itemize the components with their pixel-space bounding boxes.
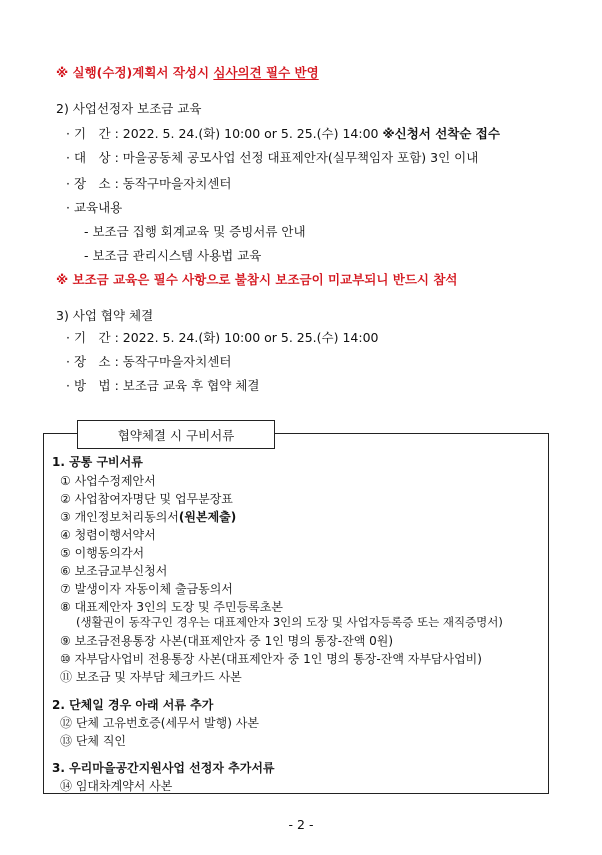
group2-title: 2. 단체일 경우 아래 서류 추가 bbox=[52, 698, 214, 712]
doc-item: ⑧ 대표제안자 3인의 도장 및 주민등록초본 bbox=[60, 600, 283, 614]
place-value: 동작구마을자치센터 bbox=[122, 354, 232, 369]
doc-item-note: (생활권이 동작구인 경우는 대표제안자 3인의 도장 및 사업자등록증 또는 재직증명서) bbox=[76, 615, 503, 629]
notice-mark: ※ bbox=[56, 65, 69, 80]
period-value: 2022. 5. 24.(화) 10:00 or 5. 25.(수) 14:00 bbox=[122, 126, 379, 141]
doc-item: ① 사업수정제안서 bbox=[60, 474, 156, 488]
place-value: 동작구마을자치센터 bbox=[122, 176, 232, 191]
required-docs-title: 협약체결 시 구비서류 bbox=[77, 420, 275, 449]
doc-item: ⑫ 단체 고유번호증(세무서 발행) 사본 bbox=[60, 716, 259, 730]
target-value: 마을공동체 공모사업 선정 대표제안자(실무책임자 포함) 3인 이내 bbox=[122, 150, 479, 165]
doc-item-3 bbox=[60, 508, 236, 525]
doc-item: ⑭ 임대차계약서 사본 bbox=[60, 779, 173, 793]
doc-item: ② 사업참여자명단 및 업무분장표 bbox=[60, 492, 233, 506]
target-label: · 대 상 : bbox=[66, 150, 119, 165]
section2-target bbox=[66, 148, 478, 166]
section2-content-label: · 교육내용 bbox=[66, 200, 123, 215]
period-value: 2022. 5. 24.(화) 10:00 or 5. 25.(수) 14:00 bbox=[122, 330, 379, 345]
section3-method bbox=[66, 376, 259, 394]
method-value: 보조금 교육 후 협약 체결 bbox=[122, 378, 260, 393]
page-number: - 2 - bbox=[288, 817, 314, 832]
section2-period bbox=[66, 124, 500, 142]
section3-period bbox=[66, 328, 378, 346]
doc-item-emphasis: (원본제출) bbox=[178, 510, 237, 524]
doc-item: ⑥ 보조금교부신청서 bbox=[60, 564, 168, 578]
notice-text: 실행(수정)계획서 작성시 bbox=[72, 65, 210, 80]
notice-emphasis: 심사의견 필수 반영 bbox=[213, 65, 319, 80]
doc-item: ⑬ 단체 직인 bbox=[60, 734, 126, 748]
place-label: · 장 소 : bbox=[66, 354, 119, 369]
group1-title: 1. 공통 구비서류 bbox=[52, 455, 143, 469]
method-label: · 방 법 : bbox=[66, 378, 119, 393]
period-note: ※신청서 선착순 접수 bbox=[382, 126, 500, 141]
period-label: · 기 간 : bbox=[66, 126, 119, 141]
top-notice bbox=[56, 63, 319, 81]
doc-item: ⑤ 이행동의각서 bbox=[60, 546, 145, 560]
content-item: - 보조금 관리시스템 사용법 교육 bbox=[84, 248, 262, 263]
group3-title: 3. 우리마을공간지원사업 선정자 추가서류 bbox=[52, 761, 275, 775]
place-label: · 장 소 : bbox=[66, 176, 119, 191]
doc-item: ⑩ 자부담사업비 전용통장 사본(대표제안자 중 1인 명의 통장-잔액 자부담사업비) bbox=[60, 652, 482, 666]
doc-item: ⑨ 보조금전용통장 사본(대표제안자 중 1인 명의 통장-잔액 0원) bbox=[60, 634, 394, 648]
content-item: - 보조금 집행 회계교육 및 증빙서류 안내 bbox=[84, 224, 306, 239]
section2-place bbox=[66, 174, 231, 192]
period-label: · 기 간 : bbox=[66, 330, 119, 345]
doc-item: ④ 청렴이행서약서 bbox=[60, 528, 156, 542]
section2-warning: ※ 보조금 교육은 필수 사항으로 불참시 보조금이 미교부되니 반드시 참석 bbox=[56, 272, 458, 287]
section3-place bbox=[66, 352, 231, 370]
section3-heading: 3) 사업 협약 체결 bbox=[56, 308, 154, 323]
doc-item: ⑦ 발생이자 자동이체 출금동의서 bbox=[60, 582, 233, 596]
doc-item-text: ③ 개인정보처리동의서 bbox=[60, 510, 179, 524]
section2-heading: 2) 사업선정자 보조금 교육 bbox=[56, 101, 202, 116]
doc-item: ⑪ 보조금 및 자부담 체크카드 사본 bbox=[60, 670, 242, 684]
